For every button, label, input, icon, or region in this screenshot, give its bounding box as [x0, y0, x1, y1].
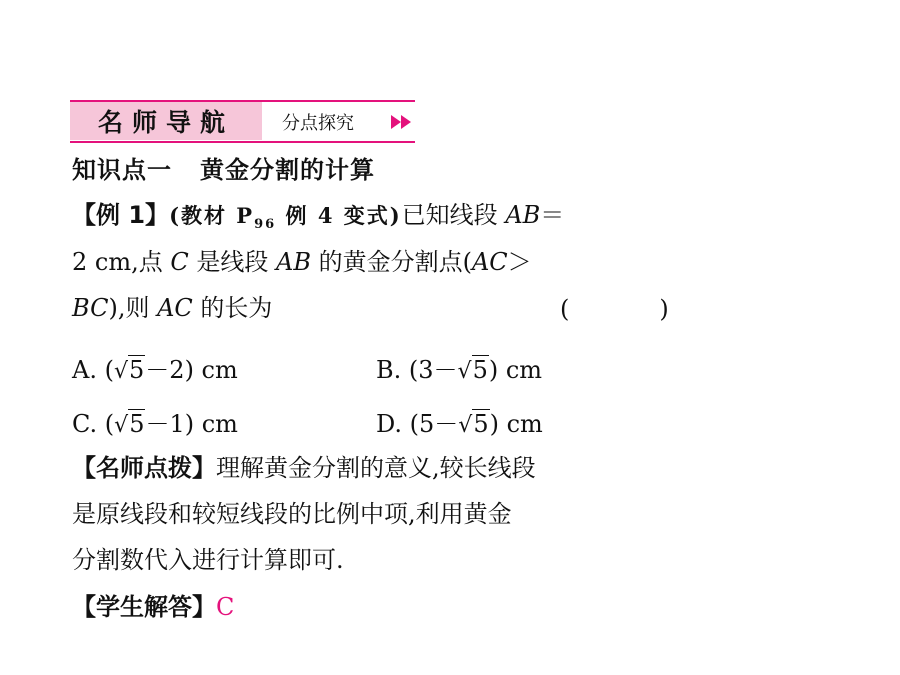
knowledge-point-label: 知识点一	[72, 156, 172, 184]
answer-value: C	[216, 593, 235, 621]
example-tag: 【例 1】	[72, 201, 170, 229]
question-line-1: 【例 1】(教材 $P_{96}$ 例 4 变式)已知线段 AB＝	[72, 201, 565, 233]
student-answer-line	[72, 595, 234, 619]
option-a: A. (√5－2) cm	[72, 356, 238, 384]
section-header-subtitle: 分点探究	[282, 113, 354, 134]
tip-line-3: 分割数代入进行计算即可.	[72, 546, 344, 574]
option-b: B. (3－√5) cm	[376, 356, 543, 384]
knowledge-point-title: 黄金分割的计算	[200, 156, 375, 184]
sqrt-symbol: √5	[458, 410, 489, 438]
answer-tag: 【学生解答】	[72, 593, 216, 621]
tip-line-2: 是原线段和较短线段的比例中项,利用黄金	[72, 500, 512, 528]
section-header-title: 名师导航	[70, 102, 262, 140]
knowledge-point-heading	[72, 150, 375, 185]
header-bottom-rule	[70, 141, 415, 143]
sqrt-symbol: √5	[113, 356, 145, 384]
question-line-2: 2 cm,点 C 是线段 AB 的黄金分割点(AC＞	[72, 248, 532, 276]
option-d: D. (5－√5) cm	[376, 410, 543, 438]
double-chevron-right-icon	[390, 114, 414, 134]
option-c: C. (√5－1) cm	[72, 410, 238, 438]
question-line-3: BC),则 AC 的长为	[72, 294, 273, 322]
answer-blank: ( )	[560, 295, 669, 323]
tip-line-1: 【名师点拨】理解黄金分割的意义,较长线段	[72, 454, 536, 482]
sqrt-symbol: √5	[457, 356, 488, 384]
sqrt-symbol: √5	[114, 410, 145, 438]
tip-tag: 【名师点拨】	[72, 454, 216, 482]
example-source: (教材 $P_{96}$ 例 4 变式)	[169, 203, 402, 233]
